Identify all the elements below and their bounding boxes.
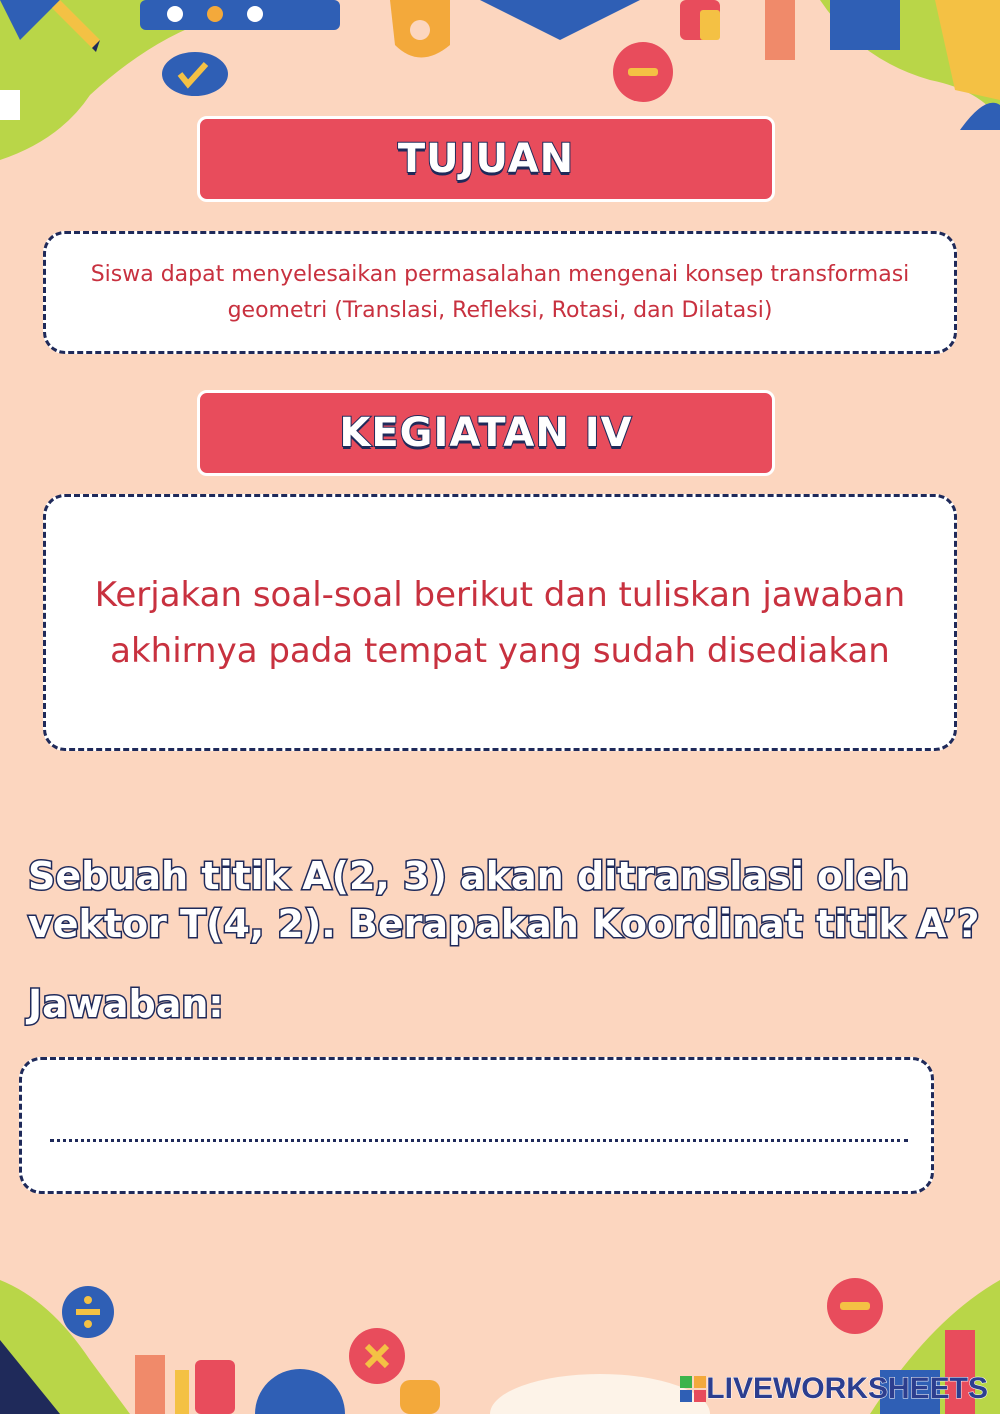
goal-text: Siswa dapat menyelesaikan permasalahan mengenai konsep transformasi geometri (Translasi, Refleksi, Rotasi, dan Dilatasi)	[90, 261, 910, 323]
activity-banner	[197, 390, 775, 476]
question-text: Sebuah titik A(2, 3) akan ditranslasi oleh vektor T(4, 2). Berapakah Koordinat titik A’?	[28, 854, 980, 946]
instruction-card	[43, 494, 957, 751]
goal-card	[43, 231, 957, 354]
answer-input[interactable]	[50, 1118, 908, 1142]
answer-label: Jawaban:	[28, 982, 224, 1026]
goal-title: TUJUAN	[397, 136, 575, 182]
activity-title: KEGIATAN IV	[339, 410, 633, 456]
goal-banner	[197, 116, 775, 202]
liveworksheets-logo-icon	[680, 1376, 706, 1402]
answer-box	[19, 1057, 934, 1194]
watermark	[680, 1372, 988, 1406]
watermark-brand: LIVEWORKSHEETS	[706, 1372, 988, 1405]
instruction-text: Kerjakan soal-soal berikut dan tuliskan jawaban akhirnya pada tempat yang sudah disediakan	[94, 574, 906, 671]
